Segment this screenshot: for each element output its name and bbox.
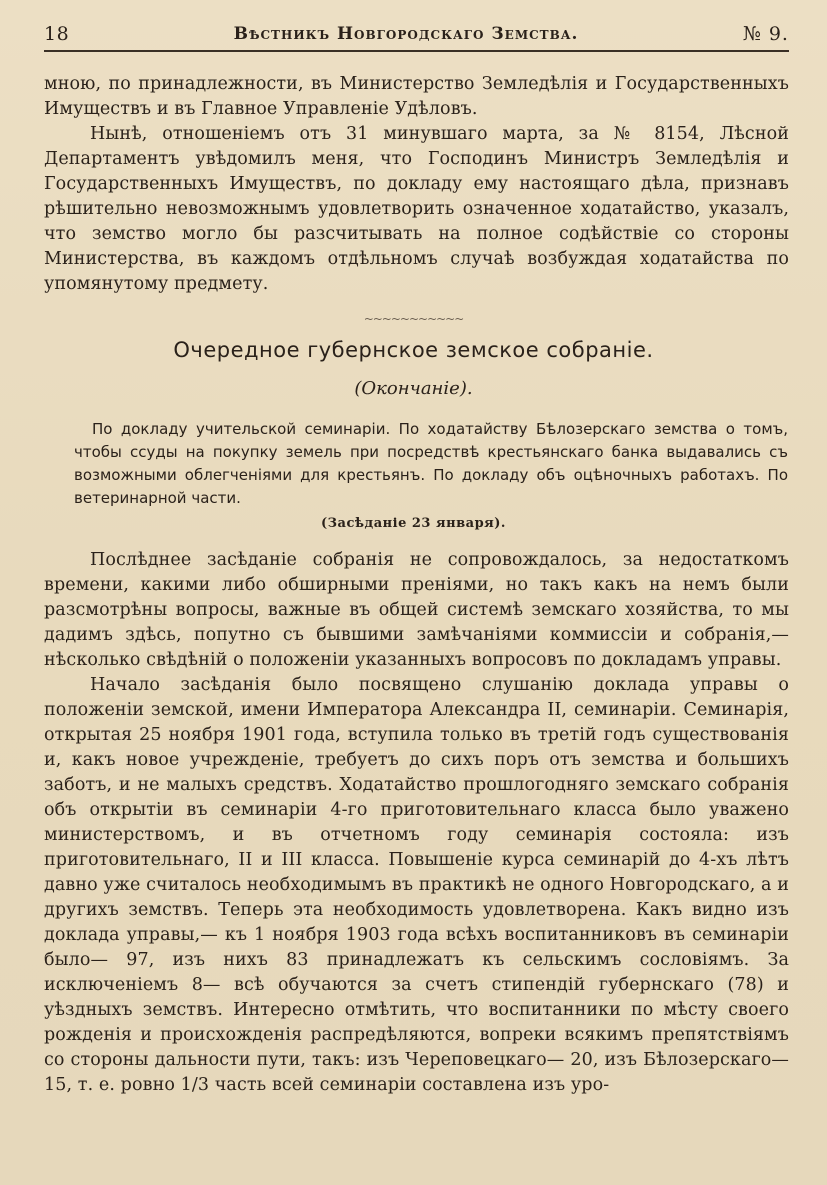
section-divider: ~~~~~~~~~~~ bbox=[363, 312, 464, 326]
section-subtitle: (Окончаніе). bbox=[354, 378, 473, 399]
section-summary bbox=[74, 418, 788, 510]
header-rule bbox=[44, 50, 789, 52]
summary-text: По докладу учительской семинаріи. По ходатайству Бѣлозерскаго земства о томъ, чтобы ссуды на покупку земель при посредствѣ крестьянскаго банка выдавались съ возможными облегченіями для крестьянъ. По докладу объ оцѣночныхъ работахъ. По ветеринарной части. bbox=[74, 420, 788, 507]
top-text-block bbox=[44, 72, 789, 297]
page-number: 18 bbox=[44, 23, 70, 45]
running-header bbox=[44, 20, 789, 48]
paragraph: Нынѣ, отношеніемъ отъ 31 минувшаго марта, за № 8154, Лѣсной Департаментъ увѣдомилъ меня, что Господинъ Министръ Земледѣлія и Государственныхъ Имуществъ, по докладу ему настоящаго дѣла, признавъ рѣшительно невозможнымъ удовлетворить означенное ходатайство, указалъ, что земство могло бы разсчитывать на полное содѣйствіе со стороны Министерства, въ каждомъ отдѣльномъ случаѣ возбуждая ходатайства по упомянутому предмету. bbox=[44, 124, 789, 294]
paragraph: мнoю, по принадлежности, въ Министерство Земледѣлія и Государственныхъ Имуществъ и въ Главное Управленіе Удѣловъ. bbox=[44, 74, 789, 119]
paragraph: Начало засѣданія было посвящено слушанію доклада управы о положеніи земской, имени Императора Александра II, семинаріи. Семинарія, открытая 25 ноября 1901 года, вступила только въ третій годъ существованія и, какъ новое учрежденіе, требуетъ до сихъ поръ отъ земства и большихъ заботъ, и не малыхъ средствъ. Ходатайство прошлогодняго земскаго собранія объ открытіи въ семинаріи 4-го приготовительнаго класса было уважено министерствомъ, и въ отчетномъ году семинарія состояла: изъ приготовительнаго, II и III класса. Повышеніе курса семинарій до 4-хъ лѣтъ давно уже считалось необходимымъ въ практикѣ не одного Новгородскаго, а и другихъ земствъ. Теперь эта необходимость удовлетворена. Какъ видно изъ доклада управы,— къ 1 ноября 1903 года всѣхъ воспитанниковъ въ семинаріи было— 97, изъ нихъ 83 принадлежатъ къ сельскимъ сословіямъ. За исключеніемъ 8— всѣ обучаются за счетъ стипендій губернскаго (78) и уѣздныхъ земствъ. Интересно отмѣтить, что воспитанники по мѣсту своего рожденія и происхожденія распредѣляются, вопреки всякимъ препятствіямъ со стороны дальности пути, такъ: изъ Череповецкаго— 20, изъ Бѣлозерскаго— 15, т. е. ровно 1/3 часть всей семинаріи составлена изъ уро- bbox=[44, 675, 789, 1095]
issue-number: № 9. bbox=[742, 23, 789, 45]
paragraph: Послѣднее засѣданіе собранія не сопровождалось, за недостаткомъ времени, какими либо обширными преніями, но такъ какъ на немъ были разсмотрѣны вопросы, важные въ общей системѣ земскаго хозяйства, то мы дадимъ здѣсь, попутно съ бывшими замѣчаніями коммиссіи и собранія,—нѣсколько свѣдѣній о положеніи указанныхъ вопросовъ по докладамъ управы. bbox=[44, 550, 789, 670]
main-text-block bbox=[44, 548, 789, 1098]
section-title: Очередное губернское земское собраніе. bbox=[173, 338, 654, 362]
session-date: (Засѣданіе 23 января). bbox=[321, 516, 506, 531]
journal-title: Вѣстникъ Новгородскаго Земства. bbox=[233, 24, 579, 44]
